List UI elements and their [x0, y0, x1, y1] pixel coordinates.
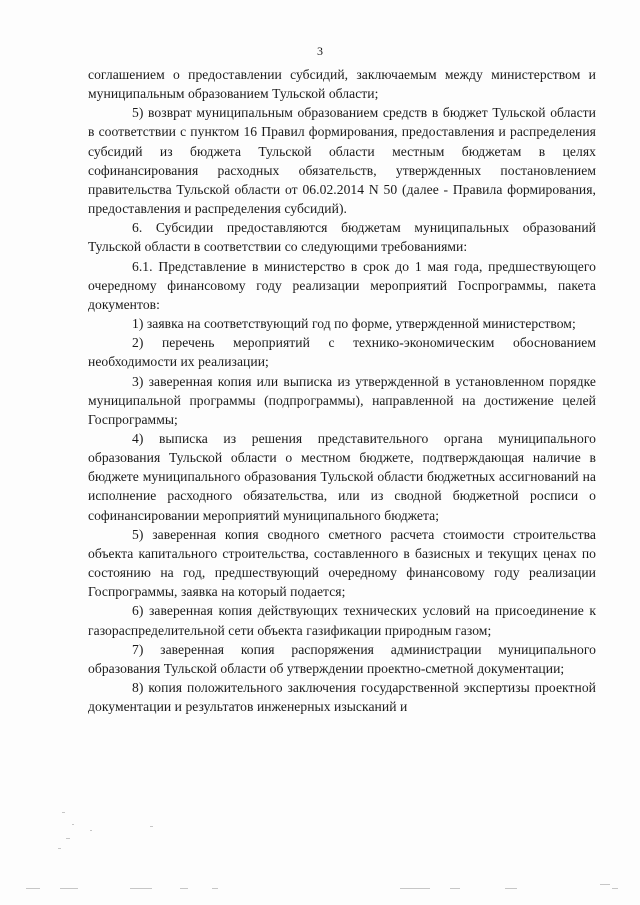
paragraph-doc-item-1: 1) заявка на соответствующий год по форме, утвержденной министерством; — [132, 316, 576, 332]
paragraph-item-5-refund: 5) возврат муниципальным образованием средств в бюджет Тульской области в соответствии с пунктом 16 Правил формирования, предоставления и распределения субсидий из бюджета Тульской области местным бюджетам в целях софинансирования расходных обязательств, утвержденных постановлением правительства Тульской области от 06.02.2014 N 50 (далее - Правила формирования, предоставления и распределения субсидий). — [88, 105, 596, 217]
paragraph-doc-item-4: 4) выписка из решения представительного органа муниципального образования Тульской области о местном бюджете, подтверждающая наличие в бюджете муниципального образования Тульской области бюджетных ассигнований на исполнение расходного обязательства, или из сводной бюджетной росписи о софинансировании мероприятий муниципального бюджета; — [88, 430, 596, 523]
paragraph-doc-item-8: 8) копия положительного заключения государственной экспертизы проектной документации и результатов инженерных изысканий и — [88, 680, 596, 715]
paragraph-section-6: 6. Субсидии предоставляются бюджетам муниципальных образований Тульской области в соответствии со следующими требованиями: — [88, 220, 596, 255]
document-body — [88, 65, 596, 716]
page-number: 3 — [317, 44, 323, 58]
paragraph-doc-item-2: 2) перечень мероприятий с технико-экономическим обоснованием необходимости их реализации; — [88, 335, 596, 370]
paragraph-section-6-1: 6.1. Представление в министерство в срок до 1 мая года, предшествующего очередному финансовому году реализации мероприятий Госпрограммы, пакета документов: — [88, 258, 596, 312]
paragraph-doc-item-5: 5) заверенная копия сводного сметного расчета стоимости строительства объекта капитального строительства, составленного в базисных и текущих ценах по состоянию на год, предшествующий очередному финансовому году реализации Госпрограммы, заявка на который подается; — [88, 526, 596, 600]
paragraph-doc-item-7: 7) заверенная копия распоряжения администрации муниципального образования Тульской области об утверждении проектно-сметной документации; — [88, 641, 596, 676]
paragraph-doc-item-3: 3) заверенная копия или выписка из утвержденной в установленном порядке муниципальной программы (подпрограммы), направленной на достижение целей Госпрограммы; — [88, 373, 596, 427]
paragraph-continuation: соглашением о предоставлении субсидий, заключаемым между министерством и муниципальным образованием Тульской области; — [88, 67, 596, 102]
paragraph-doc-item-6: 6) заверенная копия действующих технических условий на присоединение к газораспределительной сети объекта газификации природным газом; — [88, 603, 596, 638]
